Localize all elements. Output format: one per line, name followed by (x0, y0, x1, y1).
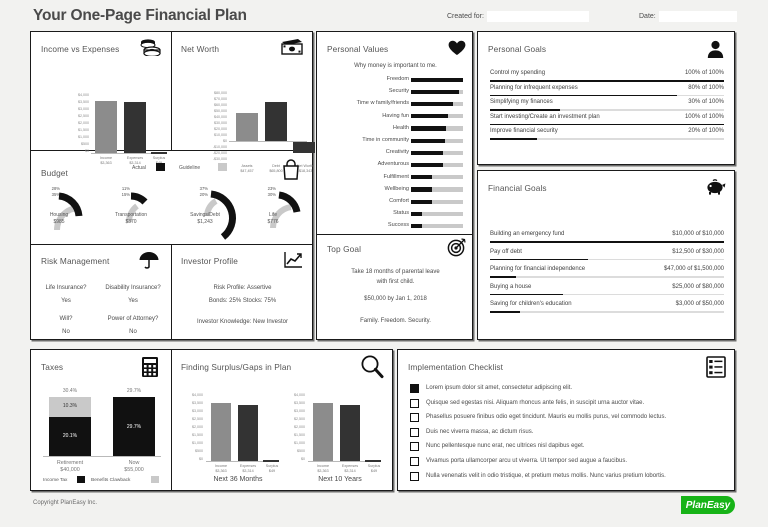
gauge-savings-debt (183, 182, 259, 246)
value-fill (411, 200, 432, 204)
date-input[interactable] (659, 11, 737, 22)
goal-name: Buying a house (490, 283, 532, 290)
bar-debt (265, 102, 287, 141)
budget-legend-guideline-label: Guideline (179, 165, 201, 171)
gauge-savings-name: Savings/Debt (190, 212, 220, 218)
gauge-housing-arcs (37, 182, 105, 240)
money-stack-icon (139, 38, 161, 56)
bar-value-assets: $47,457 (240, 168, 254, 173)
checklist-item-label: Phasellus posuere finibus odio eget tincidunt. Mauris eu mollis purus, vel commodo lectus. (426, 414, 667, 421)
value-row (317, 76, 472, 84)
divider-vertical-top (171, 32, 172, 150)
checklist-item-label: Vivamus porta ullamcorper arcu ut viverra. Ut tempor sed augue a faucibus. (426, 458, 627, 464)
surplus10-caption: Next 10 Years (318, 476, 362, 483)
bar-value-income: $3,363 (100, 160, 112, 165)
surplus10-bar-income (313, 403, 333, 461)
heart-icon (448, 40, 466, 56)
bar-label-debt: Debt (272, 164, 280, 168)
goal-track (490, 276, 724, 278)
line-chart-icon (283, 251, 303, 269)
goal-fill (490, 80, 724, 82)
gauge-life-amount: $776 (267, 218, 279, 225)
page-header (0, 0, 768, 32)
value-row (317, 100, 472, 108)
goal-amount: 30% of 100% (688, 99, 724, 105)
top-goal-line4: Family. Freedom. Security. (360, 318, 431, 324)
surplus10-label-surplus: Surplus (367, 464, 381, 468)
value-fill (411, 139, 445, 143)
risk-life-insurance-question: Life Insurance? (45, 285, 87, 291)
surplus10-value-expenses: $3,314 (344, 468, 356, 473)
risk-poa-question: Power of Attorney? (107, 316, 159, 322)
checklist-item[interactable] (410, 384, 728, 396)
value-row (317, 137, 472, 145)
goal-fill (490, 109, 560, 111)
tax-amount-now: $55,000 (124, 467, 144, 474)
checkbox-unchecked-icon[interactable] (410, 413, 419, 422)
tax-label-clawback-retirement: 10.3% (62, 403, 78, 409)
value-label: Time in community (362, 137, 409, 143)
value-label: Wellbeing (384, 185, 409, 192)
goal-name: Pay off debt (490, 248, 522, 255)
goal-amount: $10,000 of $10,000 (672, 231, 724, 237)
bar-networth (293, 142, 315, 153)
divider-taxes-surplus (171, 350, 172, 490)
tax-total-now: 29.7% (126, 388, 142, 394)
gauge-transportation (109, 182, 177, 240)
surplus36-bar-expenses (238, 405, 258, 461)
person-icon (707, 40, 724, 58)
goal-fill (490, 294, 563, 296)
surplus36-label-expenses: Expenses (239, 464, 257, 468)
value-label: Success (387, 222, 409, 229)
value-label: Status (393, 210, 409, 217)
goal-fill (490, 259, 588, 261)
goal-name: Building an emergency fund (490, 231, 565, 237)
value-label: Having fun (382, 112, 409, 119)
top-goal-line1: Take 18 months of parental leave (351, 269, 440, 275)
investor-knowledge: Investor Knowledge: New Investor (196, 319, 289, 325)
value-label: Security (388, 88, 409, 95)
budget-legend-actual-label: Actual (132, 165, 146, 171)
cash-bill-icon (280, 38, 304, 55)
goal-amount: 100% of 100% (684, 113, 724, 120)
top-goal-line2: with first child. (376, 279, 415, 285)
goal-row (490, 284, 724, 302)
bar-value-expenses: $3,314 (129, 160, 141, 165)
checkbox-unchecked-icon[interactable] (410, 472, 419, 481)
value-row (317, 149, 472, 157)
page-title: Your One-Page Financial Plan (33, 7, 247, 24)
taxes-legend-incometax-label: Income Tax (43, 478, 68, 483)
surplus36-bar-surplus (263, 460, 279, 462)
magnifier-icon (359, 354, 385, 380)
surplus10-label-income: Income (316, 464, 330, 468)
checklist-icon (706, 356, 726, 378)
target-icon (447, 238, 466, 257)
investor-allocation: Bonds: 25% Stocks: 75% (208, 298, 277, 304)
value-row (317, 88, 472, 96)
taxes-legend-incometax-swatch (77, 476, 85, 483)
value-fill (411, 163, 443, 167)
budget-legend-guideline-swatch (218, 163, 227, 171)
surplus10-value-income: $3,363 (317, 468, 329, 473)
checklist-item-label: Quisque sed egestas nisi. Aliquam rhoncus ante felis, in suscipit urna auctor vitae. (426, 399, 645, 406)
value-label: Comfort (389, 198, 409, 204)
copyright-text: Copyright PlanEasy Inc. (33, 500, 98, 506)
goal-row (490, 249, 724, 267)
risk-will-question: Will? (59, 316, 73, 322)
value-fill (411, 114, 448, 118)
tax-total-retirement: 30.4% (62, 388, 78, 394)
checkbox-unchecked-icon[interactable] (410, 442, 419, 451)
personal-goals-title: Personal Goals (488, 44, 547, 54)
goal-name: Simplifying my finances (490, 99, 553, 105)
risk-will-answer: No (62, 329, 70, 335)
checklist-item-label: Nulla venenatis velit in odio tristique, et pretium metus mollis. Nunc varius pretium lobortis. (426, 472, 666, 479)
investor-risk-profile: Risk Profile: Assertive (213, 285, 272, 291)
gauge-housing-actual: 28% (51, 186, 60, 191)
gauge-life-arcs (253, 182, 321, 240)
value-fill (411, 151, 443, 155)
value-row (317, 125, 472, 133)
checklist-item-label: Duis nec viverra massa, ac dictum risus. (426, 428, 534, 435)
goal-row (490, 301, 724, 319)
bar-value-networth: -$18,343 (297, 168, 313, 173)
shopping-bag-icon (281, 159, 301, 181)
checklist-title: Implementation Checklist (408, 362, 504, 372)
goal-row (490, 128, 724, 143)
risk-disability-insurance-answer: Yes (128, 298, 138, 304)
divider-values-topgoal (317, 234, 472, 235)
personal-goals-card (477, 31, 735, 165)
gauge-transportation-guideline: 15% (121, 192, 130, 198)
gauge-housing-amount: $985 (53, 218, 65, 225)
goal-name: Saving for children's education (490, 301, 572, 307)
value-fill (411, 224, 422, 228)
gauge-housing-guideline: 35% (51, 192, 60, 198)
surplus10-bar-surplus (365, 460, 381, 462)
umbrella-icon (138, 250, 160, 270)
surplus36-value-surplus: $49 (268, 468, 276, 473)
bar-income (95, 101, 117, 153)
value-fill (411, 212, 422, 216)
checkbox-unchecked-icon[interactable] (410, 457, 419, 466)
tax-label-income-retirement: 20.1% (62, 433, 78, 439)
bar-label-networth: Net Worth (296, 164, 314, 168)
top-goal-title: Top Goal (327, 244, 362, 254)
goal-amount: $12,500 of $30,000 (672, 248, 724, 255)
date-group (639, 11, 737, 22)
surplus36-caption: Next 36 Months (213, 476, 263, 483)
gauge-savings-actual: 37% (199, 186, 208, 191)
goal-name: Planning for financial independence (490, 266, 586, 272)
bar-label-expenses: Expenses (126, 156, 144, 160)
value-fill (411, 90, 459, 94)
goal-amount: $25,000 of $80,000 (672, 283, 724, 290)
surplus10-label-expenses: Expenses (341, 464, 359, 468)
goal-amount: 80% of 100% (688, 84, 724, 91)
value-label: Fulfillment (383, 173, 409, 180)
goal-amount: 20% of 100% (688, 128, 724, 134)
goal-amount: $3,000 of $50,000 (675, 301, 724, 307)
value-fill (411, 187, 432, 191)
checklist-item[interactable] (410, 457, 728, 469)
tax-name-now: Now (128, 460, 140, 466)
checklist-item-label: Nunc pellentesque nunc erat, nec ultrices nisl dapibus eget. (426, 443, 585, 450)
checklist-item[interactable] (410, 472, 728, 484)
surplus36-label-income: Income (214, 464, 228, 468)
value-row (317, 186, 472, 194)
investor-profile-title: Investor Profile (181, 256, 238, 266)
gauge-housing (37, 182, 105, 240)
tax-name-retirement: Retirement (56, 460, 84, 466)
value-row (317, 198, 472, 206)
value-label: Creativity (385, 149, 409, 156)
taxes-legend-clawback-swatch (151, 476, 159, 483)
gauge-transportation-arcs (109, 182, 177, 240)
piggy-bank-icon (706, 179, 726, 195)
checkbox-checked-icon[interactable] (410, 384, 419, 393)
risk-management-title: Risk Management (41, 256, 110, 266)
goal-row (490, 266, 724, 284)
risk-disability-insurance-question: Disability Insurance? (105, 285, 161, 291)
gauge-transportation-actual: 11% (121, 186, 130, 191)
goal-name: Improve financial security (490, 128, 558, 134)
goal-fill (490, 241, 724, 243)
surplus36-value-income: $3,363 (215, 468, 227, 473)
taxes-title: Taxes (41, 362, 64, 372)
checklist-item[interactable] (410, 399, 728, 411)
surplus36-value-expenses: $3,314 (242, 468, 254, 473)
goal-fill (490, 124, 724, 126)
value-row (317, 113, 472, 121)
gauge-life-actual: 23% (267, 186, 276, 191)
gauge-savings-amount: $1,243 (197, 218, 213, 225)
gauge-savings-guideline: 20% (199, 192, 208, 198)
value-row (317, 161, 472, 169)
checklist-item[interactable] (410, 413, 728, 425)
checkbox-unchecked-icon[interactable] (410, 399, 419, 408)
risk-life-insurance-answer: Yes (61, 298, 71, 304)
budget-title: Budget (41, 168, 68, 178)
bar-label-income: Income (99, 156, 113, 160)
value-fill (411, 126, 446, 130)
gauge-housing-name: Housing (49, 212, 69, 218)
financial-goals-title: Financial Goals (488, 183, 547, 193)
surplus36-bar-income (211, 403, 231, 461)
checklist-item-label: Lorem ipsum dolor sit amet, consectetur adipiscing elit. (426, 385, 573, 391)
bar-value-debt: $65,800 (269, 168, 283, 173)
gauge-transportation-amount: $370 (125, 218, 137, 225)
calculator-icon (141, 356, 159, 378)
taxes-baseline (43, 456, 161, 457)
goal-fill (490, 311, 520, 313)
goal-name: Start investing/Create an investment plan (490, 113, 600, 120)
goal-row (490, 99, 724, 114)
goal-track (490, 311, 724, 313)
value-fill (411, 175, 432, 179)
value-label: Time w family/friends (356, 100, 409, 107)
date-label: Date: (639, 13, 656, 20)
goal-name: Planning for infrequent expenses (490, 84, 578, 91)
planeasy-logo: PlanEasy (681, 496, 735, 514)
goal-row (490, 231, 724, 249)
checklist-item[interactable] (410, 428, 728, 440)
income-expenses-title: Income vs Expenses (41, 44, 120, 54)
value-row (317, 174, 472, 182)
value-row (317, 222, 472, 230)
goal-amount: 100% of 100% (684, 70, 724, 76)
divider-vertical-bottom (171, 244, 172, 339)
value-fill (411, 102, 453, 106)
surplus36-label-surplus: Surplus (265, 464, 279, 468)
created-for-group (447, 11, 589, 22)
top-goal-line3: $50,000 by Jan 1, 2018 (364, 296, 427, 302)
value-row (317, 210, 472, 218)
taxes-legend-clawback-label: Benefits Clawback (91, 478, 131, 483)
gauge-life-name: Life (268, 212, 278, 218)
goal-row (490, 70, 724, 85)
implementation-checklist-card (397, 349, 735, 491)
values-goal-card (316, 31, 473, 340)
goal-fill (490, 95, 677, 97)
tax-label-income-now: 29.7% (126, 424, 142, 430)
goal-amount: $47,000 of $1,500,000 (663, 266, 724, 272)
surplus10-bar-expenses (340, 405, 360, 461)
checkbox-unchecked-icon[interactable] (410, 428, 419, 437)
bar-assets (236, 113, 258, 141)
risk-poa-answer: No (129, 329, 137, 335)
goal-row (490, 114, 724, 129)
created-for-label: Created for: (447, 13, 484, 20)
net-worth-title: Net Worth (181, 44, 220, 54)
goal-fill (490, 138, 537, 140)
financial-goals-card (477, 170, 735, 340)
tax-amount-retirement: $40,000 (60, 467, 80, 474)
surplus10-value-surplus: $49 (370, 468, 378, 473)
value-label: Adventurous (377, 161, 409, 168)
goal-fill (490, 276, 516, 278)
gauge-life-guideline: 30% (267, 192, 276, 198)
personal-values-subtitle: Why money is important to me. (354, 63, 437, 69)
taxes-surplus-card: Taxes 30.4% 10.3% 20.1% Retirement $40,000 29.7% 29.7% Now $55,000 Income Tax Benefits Clawback Finding Surplus/Gaps in Plan $4,000 $3,500 $3,000 $2,500 $2,000 $1,500 $1,000 $500 $0 Income $3,363 Expenses $3,314 Surplus $49 Next 36 Months $4,000 $3,500 $3,000 $2,500 $2,000 $1,500 $1,000 $500 $0 Income $3,363 Expenses $3,314 Surplus $49 Next 10 Years (30, 349, 393, 491)
bar-expenses (124, 102, 146, 153)
gauge-transportation-name: Transportation (114, 212, 148, 218)
bar-surplus (151, 152, 167, 154)
personal-values-title: Personal Values (327, 44, 389, 54)
surplus-gaps-title: Finding Surplus/Gaps in Plan (181, 362, 292, 372)
created-for-input[interactable] (487, 11, 589, 22)
gauge-life (253, 182, 321, 240)
value-label: Health (392, 124, 409, 131)
goal-row (490, 85, 724, 100)
left-summary-card: Income vs Expenses $4,000 $3,500 $3,000 $2,500 $2,000 $1,500 $1,000 $500 $0 Income $3,363 Expenses $3,314 Surplus Net Worth $80,000 $70,000 $60,000 $50,000 $40,000 $30,000 $20,000 $10,000 $0 -$10,000 -$20,000 -$30,000 Assets $47,457 Debt $65,800 Net Worth -$18,343 Budget Actual Guideline 28% 35% Housing $985 11% 15% Transportation $370 37% 20% Savings/Debt $1,243 23% 30% Life $776 Risk Management Life Insurance? Yes Disability Insurance? Yes Will? No Power of Attorney? No Investor Profile Risk Profile: Assertive Bonds: 25% Stocks: 75% Investor Knowledge: New Investor (30, 31, 313, 340)
value-fill (411, 78, 463, 82)
checklist-item[interactable] (410, 442, 728, 454)
bar-label-surplus: Surplus (152, 156, 166, 160)
goal-name: Control my spending (490, 70, 546, 76)
budget-legend-actual-swatch (156, 163, 165, 171)
value-label: Freedom (386, 76, 409, 82)
bar-label-assets: Assets (241, 164, 253, 168)
